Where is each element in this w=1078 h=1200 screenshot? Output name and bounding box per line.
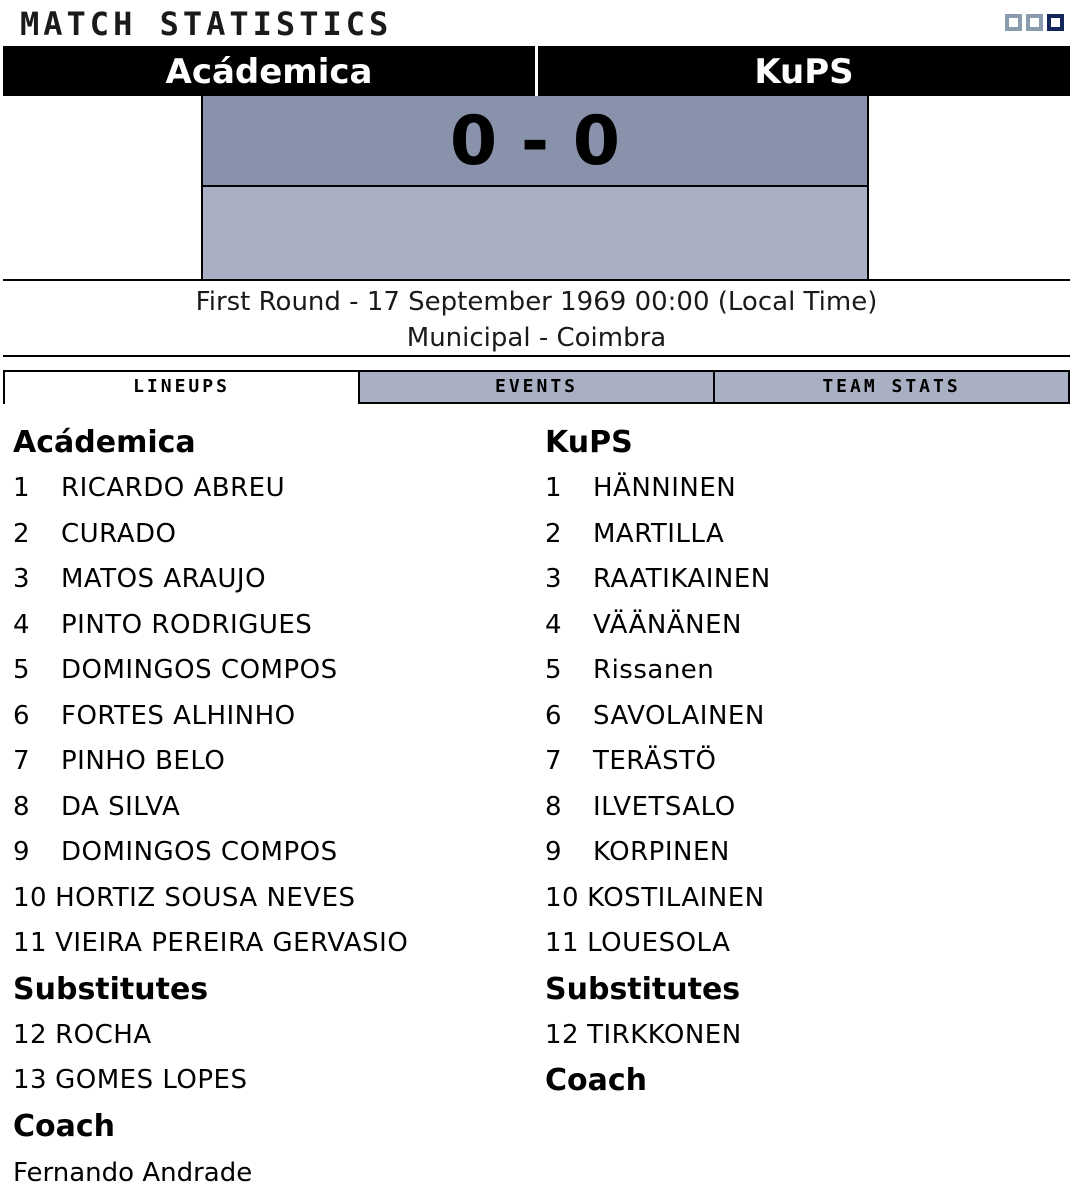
match-venue: Municipal - Coimbra: [406, 323, 667, 353]
player-number: 10: [13, 882, 48, 913]
player-number: 8: [545, 791, 563, 822]
player-number: 12: [545, 1019, 580, 1050]
player-name: TIRKKONEN: [587, 1019, 742, 1050]
tab-team-stats[interactable]: TEAM STATS: [715, 370, 1070, 404]
player-number: 5: [13, 655, 31, 685]
player-name: CURADO: [61, 518, 177, 549]
page-title: MATCH STATISTICS: [20, 5, 393, 43]
player-row: [13, 785, 408, 831]
player-row: [545, 921, 771, 967]
player-number: 3: [13, 564, 31, 594]
player-row: [13, 694, 408, 740]
player-name: PINTO RODRIGUES: [61, 609, 313, 640]
score-details: [203, 187, 867, 279]
player-name: SAVOLAINEN: [593, 700, 765, 731]
coach-heading: Coach: [545, 1063, 648, 1098]
player-number: 13: [13, 1065, 48, 1095]
player-name: DOMINGOS COMPOS: [61, 837, 338, 867]
player-name: DOMINGOS COMPOS: [61, 655, 338, 685]
player-number: 5: [545, 655, 563, 685]
player-number: 4: [13, 609, 31, 640]
player-row: [545, 739, 771, 785]
player-row: [13, 466, 408, 512]
player-number: 11: [13, 928, 48, 958]
window-button-active-icon[interactable]: [1047, 14, 1064, 31]
tab-lineups[interactable]: LINEUPS: [3, 370, 360, 404]
window-button-icon[interactable]: [1005, 14, 1022, 31]
player-number: 4: [545, 609, 563, 640]
player-row: [545, 830, 771, 876]
player-name: MARTILLA: [593, 518, 725, 549]
player-number: 9: [545, 837, 563, 867]
window-buttons: [1005, 14, 1064, 31]
player-number: 1: [545, 473, 563, 503]
player-number: 2: [13, 518, 31, 549]
player-number: 7: [13, 746, 31, 776]
player-number: 10: [545, 882, 580, 913]
player-name: LOUESOLA: [587, 928, 731, 958]
player-number: 8: [13, 791, 31, 822]
player-number: 9: [13, 837, 31, 867]
player-name: VÄÄNÄNEN: [593, 609, 742, 640]
home-lineup-team: Acádemica: [13, 425, 196, 460]
player-row: [13, 876, 408, 922]
player-number: 6: [545, 700, 563, 731]
player-name: MATOS ARAUJO: [61, 564, 267, 594]
player-number: 7: [545, 746, 563, 776]
substitutes-heading: Substitutes: [13, 971, 209, 1007]
substitutes-heading: Substitutes: [545, 971, 741, 1007]
player-number: 11: [545, 928, 580, 958]
away-team-name: KuPS: [754, 52, 854, 92]
player-row: [545, 466, 771, 512]
coach-heading: Coach: [13, 1108, 116, 1144]
player-row: [545, 648, 771, 694]
player-row: [545, 694, 771, 740]
player-row: [545, 876, 771, 922]
player-number: 6: [13, 700, 31, 731]
match-round-date: First Round - 17 September 1969 00:00 (Local Time): [195, 287, 878, 317]
window-button-icon[interactable]: [1026, 14, 1043, 31]
title-bar: [0, 0, 1078, 46]
tab-events[interactable]: EVENTS: [360, 370, 715, 404]
player-number: 12: [13, 1019, 48, 1050]
score: 0 - 0: [203, 96, 867, 187]
home-lineup: [13, 420, 408, 1196]
away-lineup-team: KuPS: [545, 425, 633, 460]
player-row: [13, 648, 408, 694]
player-row: [545, 557, 771, 603]
player-name: PINHO BELO: [61, 746, 226, 776]
player-row: [13, 512, 408, 558]
player-name: RICARDO ABREU: [61, 473, 286, 503]
player-row: [13, 921, 408, 967]
player-name: ILVETSALO: [593, 791, 736, 822]
player-name: FORTES ALHINHO: [61, 700, 296, 731]
player-row: [545, 512, 771, 558]
player-row: [545, 603, 771, 649]
substitute-row: [13, 1058, 408, 1104]
player-name: KOSTILAINEN: [587, 882, 765, 913]
away-lineup: [545, 420, 771, 1104]
player-row: [545, 785, 771, 831]
player-row: [13, 603, 408, 649]
player-name: KORPINEN: [593, 837, 730, 867]
player-name: RAATIKAINEN: [593, 564, 771, 594]
player-number: 1: [13, 473, 31, 503]
match-info: [3, 279, 1070, 357]
player-number: 2: [545, 518, 563, 549]
tab-bar: [3, 370, 1070, 404]
player-name: Rissanen: [593, 655, 715, 685]
player-name: GOMES LOPES: [55, 1065, 248, 1095]
player-row: [13, 830, 408, 876]
player-name: ROCHA: [55, 1019, 152, 1050]
player-name: DA SILVA: [61, 791, 181, 822]
player-name: HORTIZ SOUSA NEVES: [55, 882, 356, 913]
home-team-name: Acádemica: [3, 46, 538, 96]
player-name: TERÄSTÖ: [593, 746, 717, 776]
player-row: [13, 557, 408, 603]
player-number: 3: [545, 564, 563, 594]
score-box: [201, 96, 869, 279]
player-name: HÄNNINEN: [593, 473, 737, 503]
teams-bar: [3, 46, 1070, 96]
player-row: [13, 739, 408, 785]
substitute-row: [13, 1013, 408, 1059]
substitute-row: [545, 1013, 771, 1059]
coach-name: Fernando Andrade: [13, 1157, 253, 1188]
player-name: VIEIRA PEREIRA GERVASIO: [55, 928, 409, 958]
